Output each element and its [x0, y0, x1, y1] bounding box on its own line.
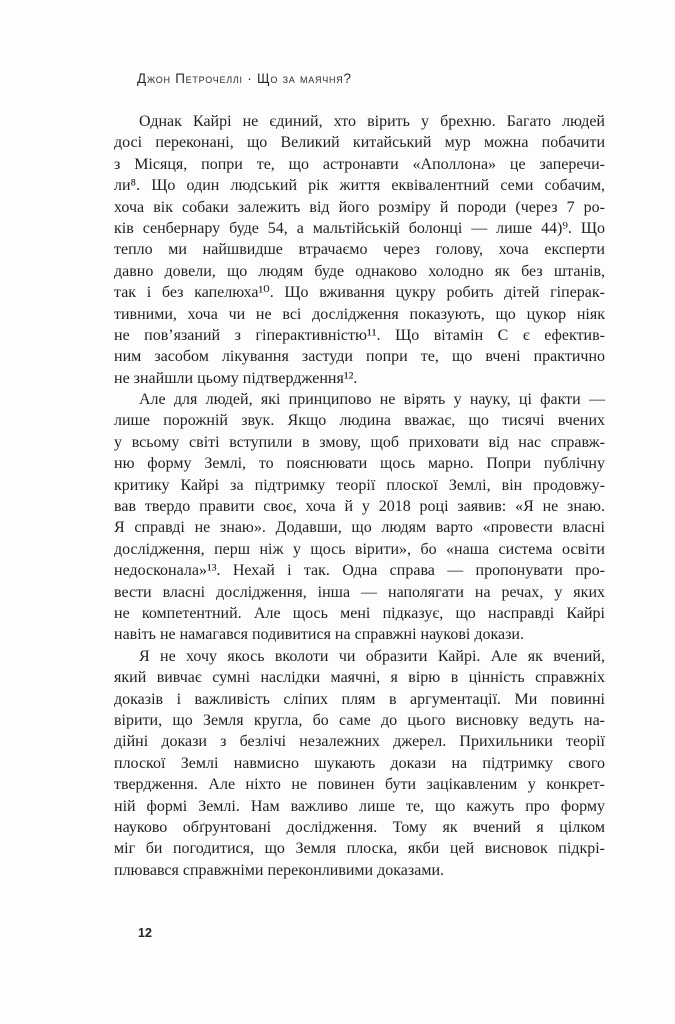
text-line: Я не хочу якось вколоти чи образити Кайрі. Але як вчений, [139, 647, 605, 665]
text-line: плоскої Землі навмисно шукають докази на підтримку свого [114, 754, 605, 772]
text-line: тивними, хоча чи не всі дослідження показують, що цукор ніяк [114, 305, 605, 323]
text-line: ли⁸. Що один людський рік життя еквівалентний семи собачим, [114, 177, 605, 195]
page-number: 12 [138, 926, 152, 940]
text-line: ним засобом лікування застуди попри те, що вчені практично [114, 348, 605, 366]
text-line: вірити, що Земля кругла, бо саме до цього висновку ведуть на- [114, 711, 605, 729]
text-line: лише порожній звук. Якщо людина вважає, що тисячі вчених [114, 412, 605, 430]
text-line: Однак Кайрі не єдиний, хто вірить у брехню. Багато людей [139, 113, 605, 130]
text-line: Я справді не знаю». Додавши, що людям варто «провести власні [114, 519, 605, 537]
text-line: науково обґрунтовані дослідження. Тому як вчений я цілком [114, 818, 605, 836]
text-line: вав твердо правити своє, хоча й у 2018 році заявив: «Я не знаю. [114, 498, 605, 516]
paragraph [114, 111, 605, 389]
text-line: так і без капелюха¹⁰. Що вживання цукру робить дітей гіперак- [114, 284, 605, 302]
paragraph [114, 646, 605, 881]
text-line: твердження. Але ніхто не повинен бути зацікавленим у конкрет- [114, 776, 605, 794]
text-block [114, 111, 605, 881]
text-line: ню форму Землі, то пояснювати щось марно. Попри публічну [114, 455, 605, 473]
text-line: ків сенбернару буде 54, а мальтійській болонці — лише 44)⁹. Що [114, 219, 605, 237]
text-line: недосконала»¹³. Нехай і так. Одна справа — пропонувати про- [114, 562, 605, 580]
text-line: вести власні дослідження, інша — наполягати на речах, у яких [114, 583, 605, 601]
text-line: дійні докази з безлічі незалежних джерел. Прихильники теорії [114, 733, 605, 751]
running-header: Джон Петрочеллі · Що за маячня? [137, 71, 352, 86]
text-line: у всьому світі вступили в змову, щоб приховати від нас справж- [114, 433, 605, 451]
text-line: ній формі Землі. Нам важливо лише те, що кажуть про форму [114, 797, 605, 815]
paragraph [114, 389, 605, 646]
text-line: навіть не намагався подивитися на справжні наукові докази. [114, 626, 524, 644]
text-line: тепло ми найшвидше втрачаємо через голову, хоча експерти [114, 241, 605, 259]
text-line: з Місяця, попри те, що астронавти «Аполлона» це заперечи- [114, 155, 605, 173]
text-line: хоча вік собаки залежить від його розміру й породи (через 7 ро- [114, 198, 605, 216]
text-line: не знайшли цьому підтвердження¹². [114, 369, 358, 387]
text-line: досі переконані, що Великий китайський мур можна побачити [114, 134, 605, 152]
text-line: не пов’язаний з гіперактивністю¹¹. Що вітамін С є ефектив- [114, 326, 605, 344]
text-line: давно довели, що людям буде однаково холодно як без штанів, [114, 262, 605, 280]
text-line: який вивчає сумні наслідки маячні, я вірю в цінність справжніх [114, 669, 605, 687]
text-line: дослідження, перш ніж у щось вірити», бо «наша система освіти [114, 540, 605, 558]
text-line: плювався справжніми переконливими доказами. [114, 861, 444, 879]
text-line: не компетентний. Але щось мені підказує, що насправді Кайрі [114, 604, 605, 622]
text-line: критику Кайрі за підтримку теорії плоскої Землі, він продовжу- [114, 476, 605, 494]
text-line: доказів і важливість сліпих плям в аргументації. Ми повинні [114, 690, 605, 708]
text-line: Але для людей, які принципово не вірять у науку, ці факти — [139, 391, 605, 409]
text-line: міг би погодитися, що Земля плоска, якби цей висновок підкрі- [114, 840, 605, 858]
